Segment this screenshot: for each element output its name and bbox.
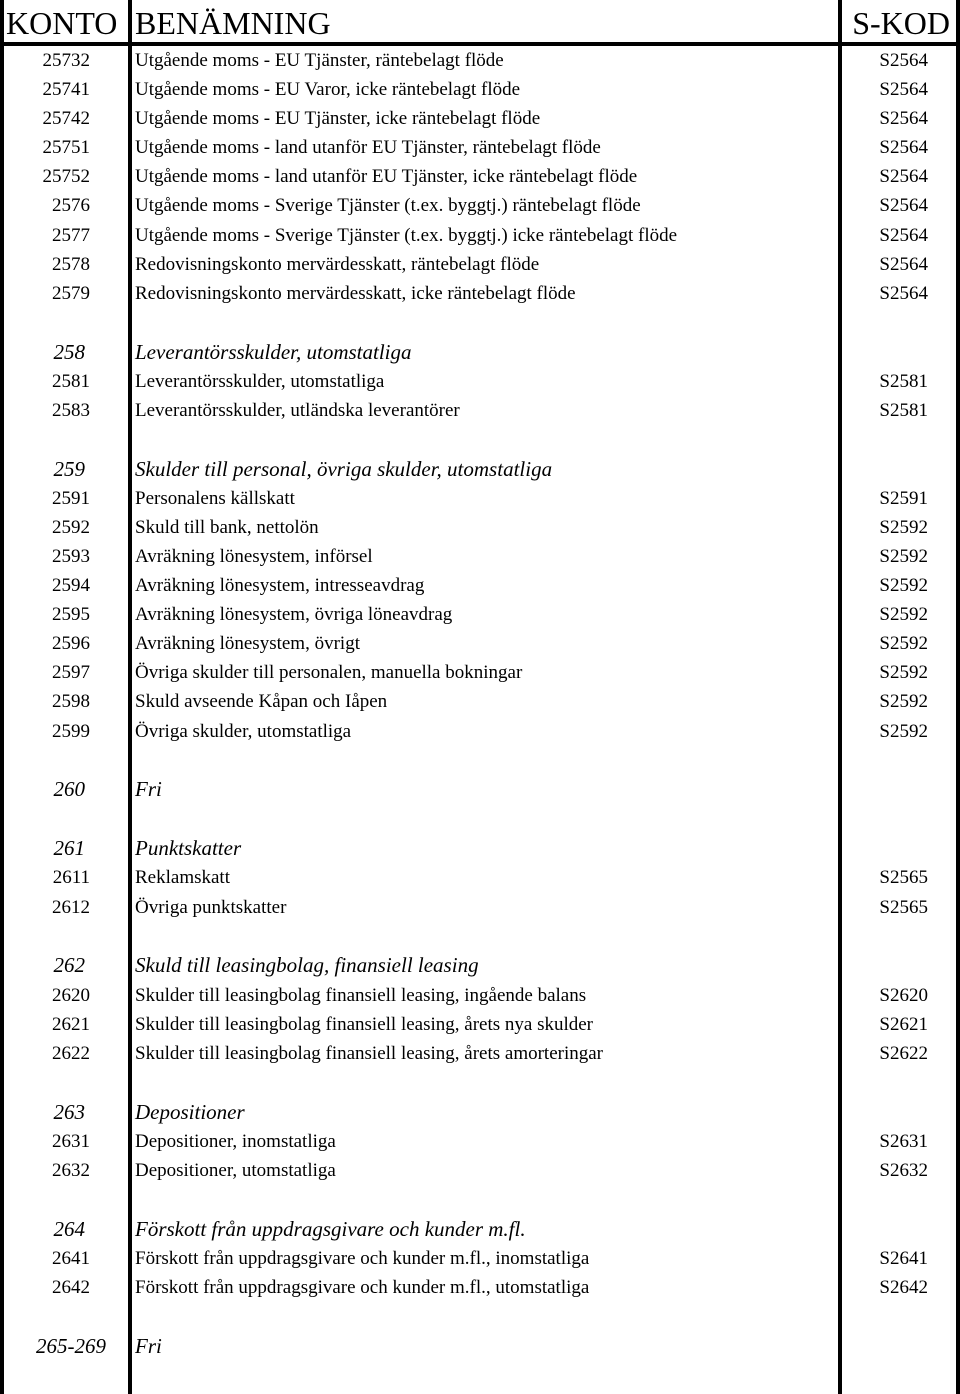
group-heading-row: [0, 951, 960, 980]
account-number: 2612: [52, 896, 90, 918]
skod-code: S2592: [879, 691, 928, 713]
spacer-row: [0, 1185, 960, 1215]
table-row: [0, 1010, 960, 1039]
account-number: 2599: [52, 720, 90, 742]
skod-code: S2564: [879, 79, 928, 101]
account-name: Skuld till bank, nettolön: [135, 516, 319, 538]
skod-code: S2620: [879, 984, 928, 1006]
account-number: 2594: [52, 575, 90, 597]
skod-code: S2581: [879, 370, 928, 392]
account-name: Avräkning lönesystem, övrigt: [135, 633, 360, 655]
account-number: 2611: [52, 867, 90, 889]
table-row: [0, 513, 960, 542]
account-number: 260: [53, 777, 85, 802]
group-heading-row: [0, 1098, 960, 1127]
account-number: 2632: [52, 1159, 90, 1181]
account-name: Förskott från uppdragsgivare och kunder m.fl., inomstatliga: [135, 1247, 590, 1269]
account-name: Punktskatter: [135, 836, 242, 861]
table-row: [0, 75, 960, 104]
account-number: 2597: [52, 662, 90, 684]
account-name: Leverantörsskulder, utomstatliga: [135, 339, 412, 364]
account-name: Skuld avseende Kåpan och Iåpen: [135, 691, 388, 713]
table-row: [0, 250, 960, 279]
account-number: 2577: [52, 224, 90, 246]
account-number: 25751: [42, 137, 90, 159]
skod-code: S2564: [879, 166, 928, 188]
table-row: [0, 600, 960, 629]
table-row: [0, 893, 960, 922]
skod-code: S2564: [879, 224, 928, 246]
skod-code: S2591: [879, 487, 928, 509]
skod-code: S2564: [879, 108, 928, 130]
skod-code: S2564: [879, 195, 928, 217]
account-name: Fri: [135, 1333, 162, 1358]
account-name: Depositioner, inomstatliga: [135, 1130, 336, 1152]
account-number: 25732: [42, 50, 90, 71]
account-name: Utgående moms - EU Varor, icke räntebelagt flöde: [135, 79, 521, 101]
account-name: Leverantörsskulder, utomstatliga: [135, 370, 385, 392]
spacer-row: [0, 922, 960, 952]
account-number: 263: [53, 1099, 85, 1124]
table-row: [0, 1273, 960, 1302]
account-number: 25741: [42, 79, 90, 101]
account-number: 259: [53, 456, 85, 481]
table-row: [0, 1127, 960, 1156]
table-body: [0, 46, 960, 1361]
account-name: Avräkning lönesystem, införsel: [135, 546, 373, 567]
account-number: 2622: [52, 1042, 90, 1064]
skod-code: S2565: [879, 867, 928, 889]
skod-code: S2632: [879, 1159, 928, 1181]
skod-code: S2642: [879, 1276, 928, 1298]
group-heading-row: [0, 775, 960, 804]
account-number: 2579: [52, 282, 90, 304]
header-konto: KONTO: [6, 5, 118, 41]
table-row: [0, 629, 960, 658]
skod-code: S2622: [879, 1042, 928, 1064]
table-row: [0, 571, 960, 600]
account-number: 2596: [52, 633, 90, 655]
table-row: [0, 658, 960, 687]
account-number: 258: [53, 339, 85, 364]
table-row: [0, 191, 960, 220]
account-number: 2641: [52, 1247, 90, 1269]
account-name: Depositioner: [135, 1099, 245, 1124]
skod-code: S2592: [879, 633, 928, 655]
account-number: 2631: [52, 1130, 90, 1152]
account-name: Skulder till leasingbolag finansiell leasing, årets nya skulder: [135, 1013, 594, 1035]
table-row: [0, 162, 960, 191]
spacer-row: [0, 805, 960, 835]
group-heading-row: [0, 834, 960, 863]
table-row: [0, 687, 960, 716]
account-number: 25742: [42, 108, 90, 130]
account-number: 261: [53, 836, 85, 861]
account-name: Personalens källskatt: [135, 487, 295, 509]
table-header: [0, 0, 960, 46]
table-row: [0, 221, 960, 250]
skod-code: S2592: [879, 604, 928, 626]
skod-code: S2592: [879, 720, 928, 742]
account-number: 2583: [52, 399, 90, 421]
table-row: [0, 396, 960, 425]
account-name: Redovisningskonto mervärdesskatt, räntebelagt flöde: [135, 253, 540, 275]
account-name: Avräkning lönesystem, övriga löneavdrag: [135, 604, 453, 626]
account-number: 2642: [52, 1276, 90, 1298]
skod-code: S2621: [879, 1013, 928, 1035]
table-row: [0, 542, 960, 571]
account-name: Fri: [135, 777, 162, 802]
spacer-row: [0, 425, 960, 455]
account-name: Redovisningskonto mervärdesskatt, icke räntebelagt flöde: [135, 282, 576, 304]
account-name: Leverantörsskulder, utländska leverantörer: [135, 399, 460, 421]
account-name: Utgående moms - land utanför EU Tjänster, räntebelagt flöde: [135, 137, 601, 159]
account-name: Skuld till leasingbolag, finansiell leasing: [135, 953, 479, 978]
account-name: Övriga skulder, utomstatliga: [135, 720, 352, 742]
account-number: 2578: [52, 253, 90, 275]
skod-code: S2564: [879, 253, 928, 275]
account-number: 2591: [52, 487, 90, 509]
table-row: [0, 279, 960, 308]
account-name: Skulder till leasingbolag finansiell leasing, årets amorteringar: [135, 1042, 604, 1064]
table-row: [0, 863, 960, 892]
account-number: 265-269: [36, 1333, 106, 1358]
table-row: [0, 104, 960, 133]
account-number: 264: [53, 1216, 85, 1241]
skod-code: S2565: [879, 896, 928, 918]
table-row: [0, 1039, 960, 1068]
account-number: 2620: [52, 984, 90, 1006]
account-name: Utgående moms - EU Tjänster, räntebelagt flöde: [135, 50, 504, 71]
account-number: 2592: [52, 516, 90, 538]
account-name: Skulder till leasingbolag finansiell leasing, ingående balans: [135, 984, 587, 1006]
table-row: [0, 1156, 960, 1185]
group-heading-row: [0, 338, 960, 367]
account-name: Avräkning lönesystem, intresseavdrag: [135, 575, 425, 597]
account-number: 2621: [52, 1013, 90, 1035]
skod-code: S2592: [879, 575, 928, 597]
table-row: [0, 46, 960, 75]
account-name: Depositioner, utomstatliga: [135, 1159, 336, 1181]
skod-code: S2581: [879, 399, 928, 421]
account-name: Skulder till personal, övriga skulder, utomstatliga: [135, 456, 553, 481]
skod-code: S2592: [879, 546, 928, 567]
skod-code: S2564: [879, 282, 928, 304]
account-name: Utgående moms - Sverige Tjänster (t.ex. byggtj.) räntebelagt flöde: [135, 195, 641, 217]
skod-code: S2564: [879, 50, 928, 71]
table-row: [0, 133, 960, 162]
account-name: Förskott från uppdragsgivare och kunder m.fl., utomstatliga: [135, 1276, 590, 1298]
account-number: 2593: [52, 546, 90, 567]
spacer-row: [0, 1068, 960, 1098]
account-name: Övriga punktskatter: [135, 896, 287, 918]
account-number: 2576: [52, 195, 90, 217]
table-row: [0, 484, 960, 513]
spacer-row: [0, 308, 960, 338]
table-row: [0, 1244, 960, 1273]
account-number: 2595: [52, 604, 90, 626]
account-name: Förskott från uppdragsgivare och kunder m.fl.: [135, 1216, 526, 1241]
table-row: [0, 367, 960, 396]
group-heading-row: [0, 455, 960, 484]
spacer-row: [0, 746, 960, 776]
skod-code: S2564: [879, 137, 928, 159]
table-row: [0, 981, 960, 1010]
account-name: Övriga skulder till personalen, manuella bokningar: [135, 662, 523, 684]
account-number: 2581: [52, 370, 90, 392]
group-heading-row: [0, 1215, 960, 1244]
account-number: 25752: [42, 166, 90, 188]
skod-code: S2592: [879, 662, 928, 684]
spacer-row: [0, 1302, 960, 1332]
table-row: [0, 717, 960, 746]
group-heading-row: [0, 1332, 960, 1361]
skod-code: S2641: [879, 1247, 928, 1269]
header-skod: S-KOD: [852, 5, 950, 41]
skod-code: S2592: [879, 516, 928, 538]
account-name: Utgående moms - EU Tjänster, icke räntebelagt flöde: [135, 108, 541, 130]
account-name: Utgående moms - Sverige Tjänster (t.ex. byggtj.) icke räntebelagt flöde: [135, 224, 678, 246]
account-name: Utgående moms - land utanför EU Tjänster, icke räntebelagt flöde: [135, 166, 638, 188]
account-number: 2598: [52, 691, 90, 713]
skod-code: S2631: [879, 1130, 928, 1152]
header-benamning: BENÄMNING: [135, 5, 331, 41]
account-name: Reklamskatt: [135, 867, 230, 889]
account-number: 262: [53, 953, 85, 978]
